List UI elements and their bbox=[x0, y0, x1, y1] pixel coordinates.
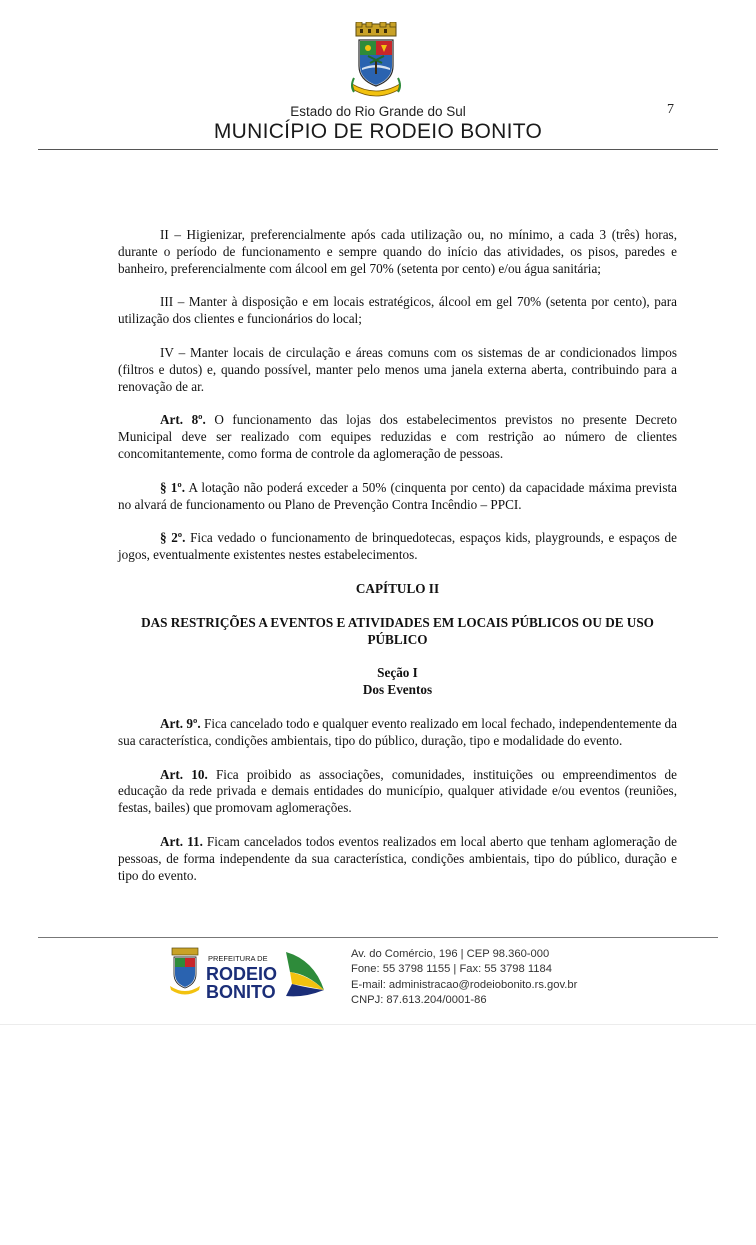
paragraph-1-text: A lotação não poderá exceder a 50% (cinquenta por cento) da capacidade máxima prevista no alvará de funcionamento ou Plano de Prevenção Contra Incêndio – PPCI. bbox=[118, 479, 677, 512]
article-8 bbox=[118, 412, 677, 462]
chapter-heading: CAPÍTULO II bbox=[355, 580, 440, 596]
footer-cnpj: CNPJ: 87.613.204/0001-86 bbox=[351, 993, 487, 1006]
article-10 bbox=[118, 767, 677, 817]
footer-phone: Fone: 55 3798 1155 | Fax: 55 3798 1184 bbox=[351, 963, 552, 976]
footer-logo-rodeio: RODEIO bbox=[206, 964, 278, 984]
footer-email: E-mail: administracao@rodeiobonito.rs.gov.br bbox=[351, 978, 578, 991]
article-9 bbox=[118, 716, 677, 750]
item-iv: IV – Manter locais de circulação e áreas comuns com os sistemas de ar condicionados limpos (filtros e dutos) e, quando possível, manter pelo menos uma janela externa aberta, contribuindo para a renovação de ar. bbox=[118, 344, 677, 394]
section-title: Dos Eventos bbox=[362, 682, 433, 698]
footer-logo bbox=[168, 946, 330, 1002]
paragraph-2-label: § 2º. bbox=[160, 530, 186, 546]
article-8-label: Art. 8º. bbox=[160, 412, 206, 428]
header-municipality: MUNICÍPIO DE RODEIO BONITO bbox=[213, 120, 543, 143]
coat-of-arms-icon bbox=[346, 22, 406, 104]
article-9-text: Fica cancelado todo e qualquer evento realizado em local fechado, independentemente da sua característica, condições ambientais, tipo do público, duração, tipo e modalidade do evento. bbox=[118, 715, 677, 748]
article-10-label: Art. 10. bbox=[160, 766, 208, 782]
chapter-title: DAS RESTRIÇÕES A EVENTOS E ATIVIDADES EM LOCAIS PÚBLICOS OU DE USO PÚBLICO bbox=[141, 614, 654, 647]
footer-swoosh-icon bbox=[286, 952, 324, 996]
article-9-label: Art. 9º. bbox=[160, 715, 201, 731]
footer-crest-icon bbox=[170, 948, 200, 995]
item-iii: III – Manter à disposição e em locais estratégicos, álcool em gel 70% (setenta por cento), para utilização dos clientes e funcionários do local; bbox=[118, 294, 677, 327]
footer-address: Av. do Comércio, 196 | CEP 98.360-000 bbox=[351, 948, 550, 960]
footer-logo-bonito: BONITO bbox=[206, 982, 276, 1002]
header-state: Estado do Rio Grande do Sul bbox=[290, 104, 466, 119]
paragraph-2-text: Fica vedado o funcionamento de brinquedotecas, espaços kids, playgrounds, e espaços de jogos, eventualmente existentes nestes estabelecimentos. bbox=[118, 530, 677, 563]
footer-contact bbox=[351, 947, 577, 1008]
header-divider bbox=[38, 149, 718, 150]
paragraph-1 bbox=[118, 480, 677, 514]
article-8-text: O funcionamento das lojas dos estabelecimentos previstos no presente Decreto Municipal deve ser realizado com equipes reduzidas e com restrição ao número de clientes concomitantemente, como forma de controle da aglomeração de pessoas. bbox=[118, 412, 677, 461]
scan-edge bbox=[0, 1024, 756, 1025]
footer-logo-prefix: PREFEITURA DE bbox=[208, 954, 268, 963]
page-number: 7 bbox=[667, 102, 674, 117]
document-body bbox=[118, 227, 677, 884]
article-11 bbox=[118, 834, 677, 884]
article-11-label: Art. 11. bbox=[160, 833, 203, 849]
paragraph-1-label: § 1º. bbox=[160, 479, 186, 495]
footer-divider bbox=[38, 937, 718, 938]
section-heading: Seção I bbox=[377, 665, 418, 681]
article-10-text: Fica proibido as associações, comunidades, instituições ou empreendimentos de educação da rede privada e demais entidades do município, qualquer atividade e/ou eventos (reuniões, festas, bailes) que promovam aglomerações. bbox=[118, 766, 677, 816]
item-ii: II – Higienizar, preferencialmente após cada utilização ou, no mínimo, a cada 3 (três) horas, durante o período de funcionamento e sempre quando do início das atividades, os pisos, paredes e banheiro, preferencialmente com álcool em gel 70% (setenta por cento) e/ou água sanitária; bbox=[118, 227, 677, 276]
paragraph-2 bbox=[118, 530, 677, 564]
article-11-text: Ficam cancelados todos eventos realizados em local aberto que tenham aglomeração de pessoas, de forma independente da sua característica, condições ambientais, tipo do público, duração e tipo do evento. bbox=[118, 833, 677, 883]
